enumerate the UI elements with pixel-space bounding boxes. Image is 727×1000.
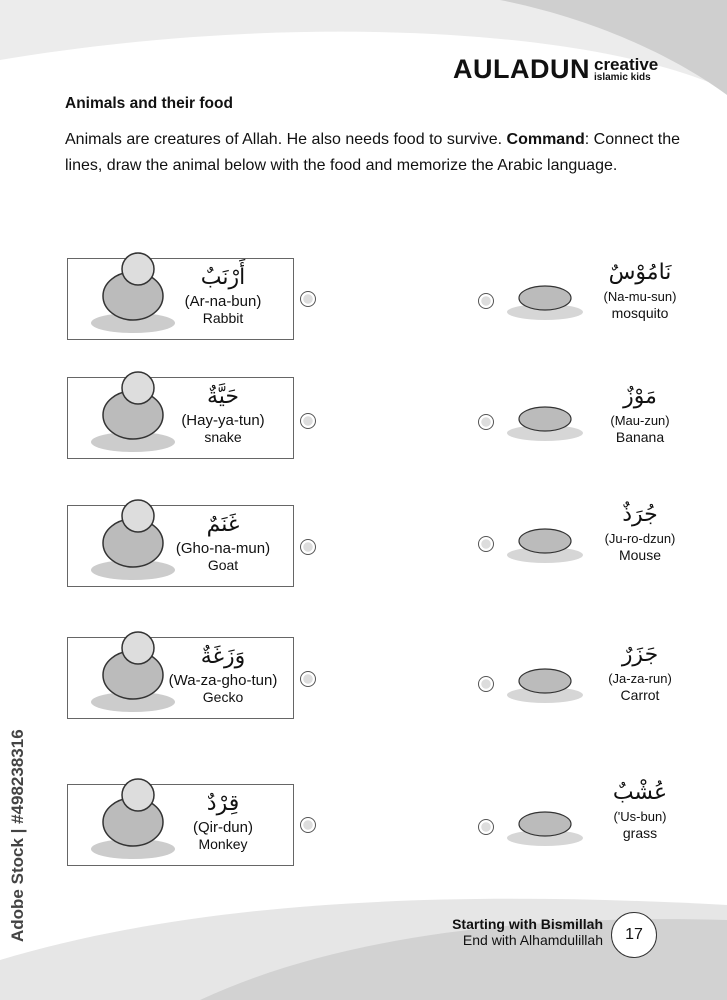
brand-subtag: islamic kids bbox=[593, 72, 651, 83]
animal-card-rabbit bbox=[67, 258, 294, 340]
food-english: Carrot bbox=[620, 687, 660, 703]
mosquito-illustration bbox=[500, 272, 590, 322]
food-english: grass bbox=[622, 825, 658, 841]
animal-connect-dot[interactable] bbox=[300, 413, 316, 429]
animal-transliteration: (Gho-na-mun) bbox=[175, 540, 271, 557]
animal-english: Gecko bbox=[202, 689, 244, 705]
food-transliteration: ('Us-bun) bbox=[613, 809, 667, 824]
food-label-carrot bbox=[585, 640, 695, 704]
animal-english: snake bbox=[204, 429, 242, 445]
animal-arabic: أَرْنَبٌ bbox=[200, 265, 246, 290]
food-transliteration: (Ju-ro-dzun) bbox=[604, 531, 676, 546]
food-arabic: نَامُوْسٌ bbox=[608, 260, 672, 285]
animal-card-gecko bbox=[67, 637, 294, 719]
food-arabic: جُرَذٌ bbox=[622, 502, 658, 527]
food-connect-dot[interactable] bbox=[478, 414, 494, 430]
footer-line2: End with Alhamdulillah bbox=[462, 932, 603, 948]
animal-transliteration: (Qir-dun) bbox=[192, 819, 253, 836]
animal-english: Rabbit bbox=[202, 310, 244, 326]
animal-arabic: قِرْدٌ bbox=[206, 791, 240, 816]
command-label: Command bbox=[506, 131, 585, 148]
page-number: 17 bbox=[611, 912, 657, 958]
food-connect-dot[interactable] bbox=[478, 536, 494, 552]
food-transliteration: (Ja-za-run) bbox=[608, 671, 672, 686]
food-label-mouse bbox=[585, 500, 695, 564]
food-connect-dot[interactable] bbox=[478, 676, 494, 692]
animal-connect-dot[interactable] bbox=[300, 539, 316, 555]
food-english: mosquito bbox=[611, 305, 669, 321]
animal-connect-dot[interactable] bbox=[300, 671, 316, 687]
food-label-mosquito bbox=[585, 258, 695, 322]
animal-arabic: حَيَّةٌ bbox=[206, 384, 240, 409]
banana-illustration bbox=[500, 393, 590, 443]
food-english: Mouse bbox=[618, 547, 662, 563]
food-connect-dot[interactable] bbox=[478, 293, 494, 309]
animal-transliteration: (Ar-na-bun) bbox=[184, 293, 262, 310]
brand-name: AULADUN bbox=[453, 54, 590, 84]
food-label-grass bbox=[585, 778, 695, 842]
food-label-banana bbox=[585, 382, 695, 446]
footer-line1: Starting with Bismillah bbox=[452, 916, 603, 932]
command-text: : Connect the lines, draw the animal below with the food and memorize the Arabic language. bbox=[65, 131, 680, 174]
worksheet-title: Animals and their food bbox=[65, 95, 233, 112]
carrot-illustration bbox=[500, 655, 590, 705]
animal-connect-dot[interactable] bbox=[300, 291, 316, 307]
food-arabic: عُشْبٌ bbox=[612, 780, 668, 805]
instructions bbox=[65, 127, 680, 179]
footer-text bbox=[375, 916, 603, 948]
brand-tag: creative bbox=[593, 55, 659, 74]
animal-transliteration: (Wa-za-gho-tun) bbox=[168, 672, 278, 689]
animal-english: Monkey bbox=[198, 836, 248, 852]
animal-arabic: غَنَمٌ bbox=[206, 512, 240, 537]
food-connect-dot[interactable] bbox=[478, 819, 494, 835]
animal-arabic: وَزَغَةٌ bbox=[200, 644, 246, 669]
animal-card-monkey bbox=[67, 784, 294, 866]
animal-card-snake bbox=[67, 377, 294, 459]
animal-transliteration: (Hay-ya-tun) bbox=[181, 412, 265, 429]
grass-illustration bbox=[500, 798, 590, 848]
food-transliteration: (Mau-zun) bbox=[610, 413, 670, 428]
brand-logo bbox=[453, 56, 658, 83]
animal-connect-dot[interactable] bbox=[300, 817, 316, 833]
intro-text: Animals are creatures of Allah. He also needs food to survive. bbox=[65, 131, 507, 148]
animal-card-goat bbox=[67, 505, 294, 587]
food-transliteration: (Na-mu-sun) bbox=[603, 289, 677, 304]
food-arabic: جَزَرٌ bbox=[621, 642, 659, 667]
animal-english: Goat bbox=[207, 557, 239, 573]
mouse-illustration bbox=[500, 515, 590, 565]
food-arabic: مَوْزٌ bbox=[623, 384, 657, 409]
stock-watermark: Adobe Stock | #498238316 bbox=[8, 729, 27, 942]
food-english: Banana bbox=[615, 429, 665, 445]
